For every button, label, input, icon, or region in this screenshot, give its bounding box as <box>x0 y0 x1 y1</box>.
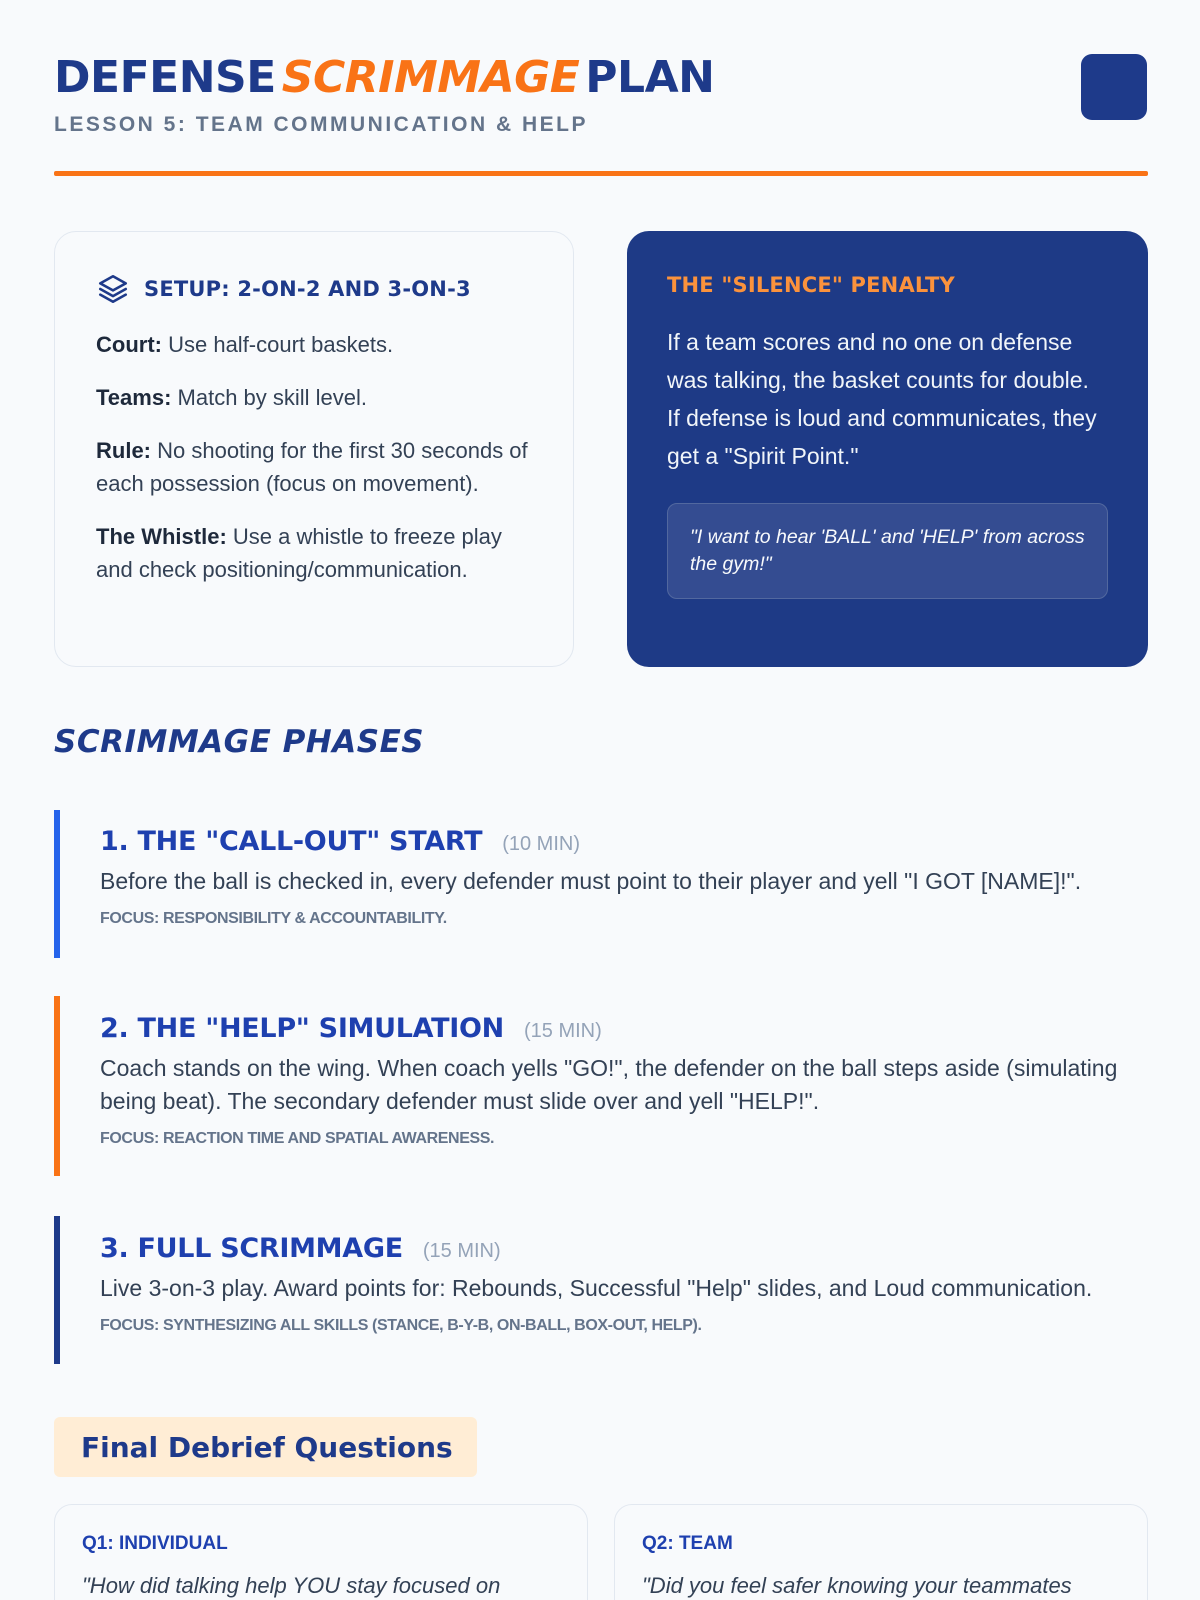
debrief-heading <box>54 1417 477 1477</box>
phase-header <box>100 996 1148 1044</box>
phase-header <box>100 1216 1148 1264</box>
page-header <box>54 52 1148 137</box>
phase-item-call-out <box>54 810 1148 958</box>
setup-item-text: Use half-court baskets. <box>161 332 394 357</box>
setup-item-label: Court: <box>96 332 162 357</box>
setup-item-teams <box>96 381 533 414</box>
phase-item-help-simulation <box>54 996 1148 1176</box>
debrief-title: Final Debrief Questions <box>81 1430 453 1464</box>
phase-header <box>100 810 1148 857</box>
question-text: "How did talking help YOU stay focused on <box>82 1573 501 1598</box>
setup-list <box>96 328 533 586</box>
header-divider <box>54 171 1148 176</box>
question-card-individual <box>54 1504 588 1600</box>
setup-item-text: No shooting for the first 30 seconds of each possession (focus on movement). <box>96 438 528 496</box>
question-label: Q2: TEAM <box>642 1533 733 1554</box>
phase-description: Before the ball is checked in, every defender must point to their player and yell "I GOT [NAME]!". <box>100 868 1082 894</box>
phase-name: 2. THE "HELP" SIMULATION <box>100 1013 504 1044</box>
phase-name: 3. FULL SCRIMMAGE <box>100 1233 403 1264</box>
phase-focus: FOCUS: SYNTHESIZING ALL SKILLS (STANCE, B-Y-B, ON-BALL, BOX-OUT, HELP). <box>100 1317 702 1334</box>
phase-duration: (15 MIN) <box>422 1240 501 1262</box>
title-part-defense: DEFENSE <box>54 52 276 103</box>
phase-accent-bar <box>54 1216 60 1364</box>
penalty-quote: "I want to hear 'BALL' and 'HELP' from across the gym!" <box>667 503 1108 599</box>
phase-duration: (15 MIN) <box>523 1020 602 1042</box>
setup-item-label: The Whistle: <box>96 524 227 549</box>
setup-item-label: Teams: <box>96 385 172 410</box>
layers-icon <box>96 272 130 306</box>
penalty-card <box>627 231 1148 667</box>
question-label: Q1: INDIVIDUAL <box>82 1533 228 1554</box>
phase-accent-bar <box>54 996 60 1176</box>
phase-description: Coach stands on the wing. When coach yells "GO!", the defender on the ball steps aside (simulating being beat). The secondary defender must slide over and yell "HELP!". <box>100 1055 1118 1114</box>
setup-title: SETUP: 2-ON-2 AND 3-ON-3 <box>144 277 471 301</box>
title-part-plan: PLAN <box>585 52 715 103</box>
phases-section-title: SCRIMMAGE PHASES <box>54 724 425 760</box>
question-card-team <box>614 1504 1148 1600</box>
lesson-subtitle: LESSON 5: TEAM COMMUNICATION & HELP <box>54 113 588 136</box>
phase-name: 1. THE "CALL-OUT" START <box>100 826 483 857</box>
setup-card <box>54 231 574 667</box>
page-title <box>54 52 1148 104</box>
setup-item-text: Use a whistle to freeze play and check positioning/communication. <box>96 524 502 582</box>
phase-description: Live 3-on-3 play. Award points for: Rebounds, Successful "Help" slides, and Loud communication. <box>100 1275 1093 1301</box>
setup-item-rule <box>96 434 533 500</box>
phase-duration: (10 MIN) <box>502 833 581 855</box>
penalty-title: THE "SILENCE" PENALTY <box>667 273 955 297</box>
setup-item-label: Rule: <box>96 438 151 463</box>
penalty-body: If a team scores and no one on defense was talking, the basket counts for double. If defense is loud and communicates, they get a "Spirit Point." <box>667 329 1097 469</box>
setup-header <box>96 272 533 306</box>
phase-focus: FOCUS: REACTION TIME AND SPATIAL AWARENESS. <box>100 1130 495 1147</box>
phase-item-full-scrimmage <box>54 1216 1148 1364</box>
question-text: "Did you feel safer knowing your teammates <box>642 1573 1072 1598</box>
logo-badge <box>1081 54 1147 120</box>
title-accent-scrimmage: SCRIMMAGE <box>281 52 580 103</box>
setup-item-whistle <box>96 520 533 586</box>
phase-accent-bar <box>54 810 60 958</box>
phase-focus: FOCUS: RESPONSIBILITY & ACCOUNTABILITY. <box>100 910 447 927</box>
setup-item-text: Match by skill level. <box>171 385 368 410</box>
setup-item-court <box>96 328 533 361</box>
